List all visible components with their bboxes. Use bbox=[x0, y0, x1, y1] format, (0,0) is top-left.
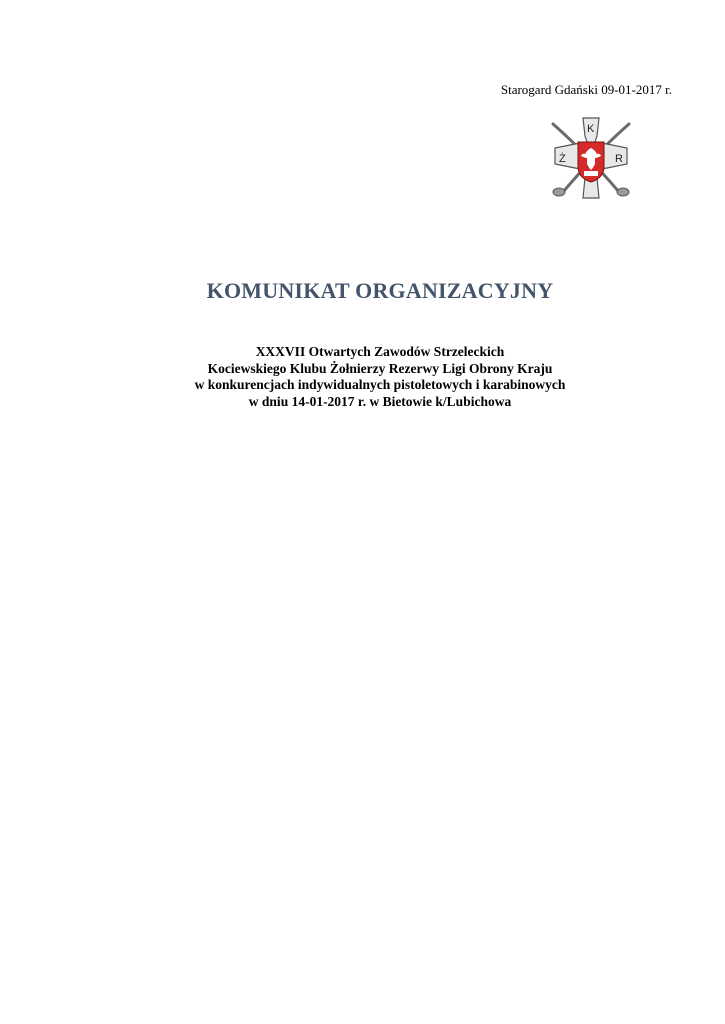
kzr-emblem-icon bbox=[545, 112, 637, 204]
logo-letter-left: Ż bbox=[559, 153, 566, 165]
subtitle-line: Kociewskiego Klubu Żołnierzy Rezerwy Ligi Obrony Kraju bbox=[207, 360, 553, 376]
subtitle-line: XXXVII Otwartych Zawodów Strzeleckich bbox=[255, 344, 505, 359]
logo-letter-right: R bbox=[615, 153, 623, 165]
subtitle-line: w dniu 14-01-2017 r. w Bietowie k/Lubichowa bbox=[248, 393, 512, 409]
date-line: Starogard Gdański 09-01-2017 r. bbox=[500, 82, 672, 97]
subtitle-block bbox=[0, 344, 725, 410]
logo-letter-top: K bbox=[587, 123, 595, 135]
shield-icon bbox=[578, 142, 604, 182]
page-title: KOMUNIKAT ORGANIZACYJNY bbox=[206, 278, 554, 303]
subtitle-line: w konkurencjach indywidualnych pistoletowych i karabinowych bbox=[194, 377, 566, 392]
